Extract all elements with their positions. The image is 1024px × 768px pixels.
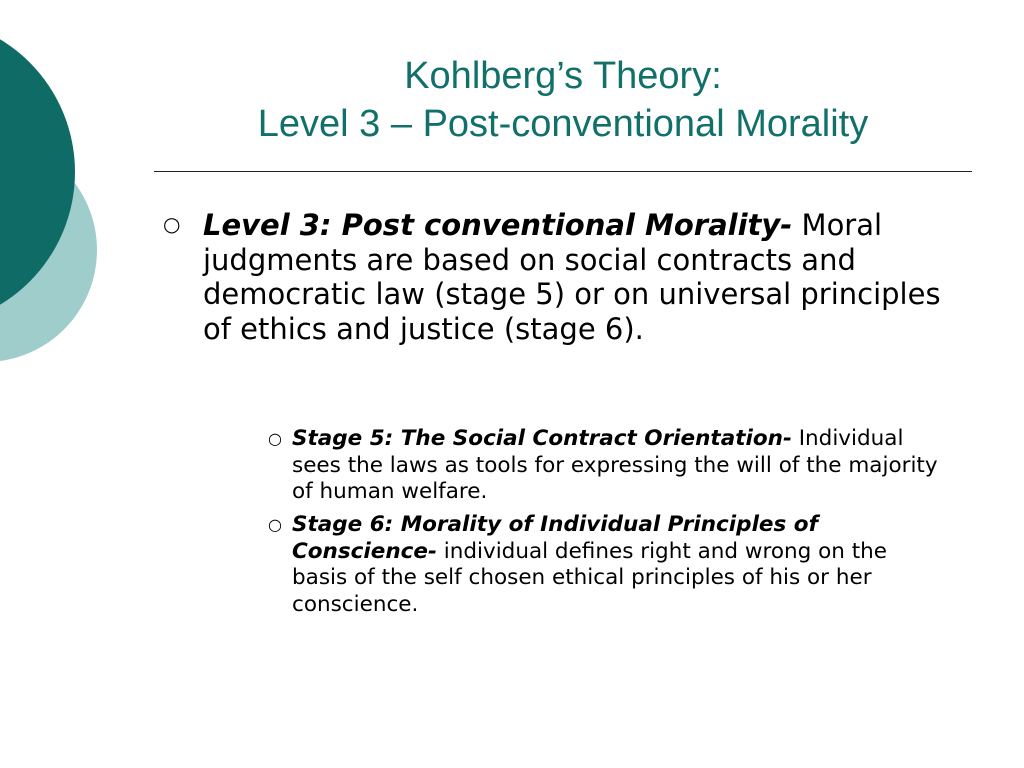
decorative-circles [0,0,110,420]
main-bullet-heading: Level 3: Post conventional Morality- [203,208,793,242]
sub-bullet-stage-5 [268,426,938,506]
sub-bullet-heading: Stage 6: Morality of Individual Principles of Conscience- [292,512,818,564]
title-divider [154,171,972,172]
main-bullet-text [203,208,963,346]
title-line-1: Kohlberg’s Theory: [404,55,722,97]
bullet-marker-icon: ○ [268,429,282,448]
sub-bullet-text [292,426,938,506]
sub-bullet-heading: Stage 5: The Social Contract Orientation- [292,426,792,451]
sub-bullet-body: Individual sees the laws as tools for expressing the will of the majority of human welfare. [292,426,938,504]
bullet-marker-icon: ○ [268,515,282,534]
slide-title [150,52,976,148]
bullet-marker-icon: ○ [163,212,181,236]
sub-bullet-body: individual defines right and wrong on the basis of the self chosen ethical principles of his or her conscience. [292,538,887,617]
main-bullet-body: Moral judgments are based on social contracts and democratic law (stage 5) or on universal principles of ethics and justice (stage 6). [203,208,941,346]
title-line-2: Level 3 – Post-conventional Morality [257,103,869,145]
sub-bullet-text [292,512,938,618]
main-bullet [163,208,963,346]
sub-bullet-stage-6 [268,512,938,618]
